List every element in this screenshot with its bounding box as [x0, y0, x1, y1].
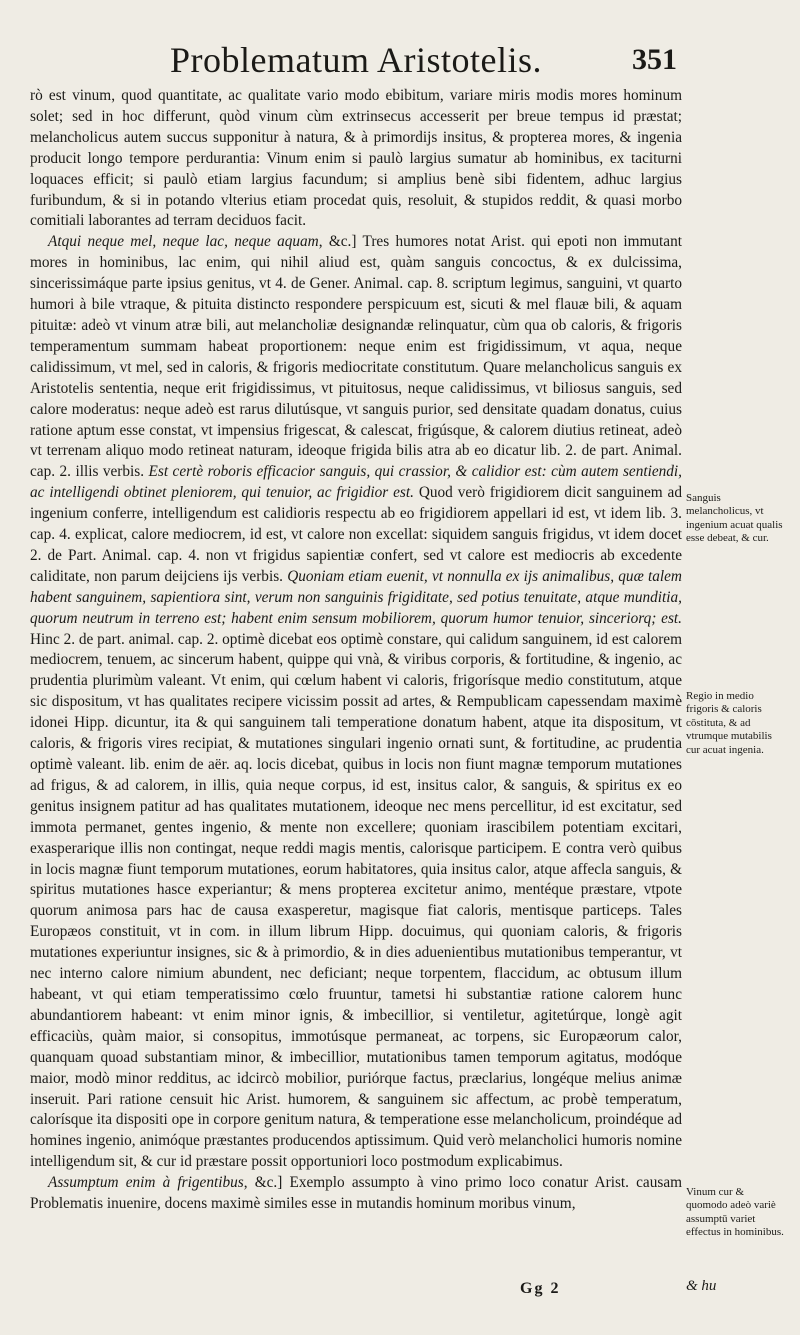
- paragraph: [30, 86, 682, 232]
- body-text: [30, 86, 682, 1215]
- text-run: , &c.] Exemplo assumpto à vino primo loco conatur Arist. causam Problematis inuenire, docens maximè similes esse in mutandis hominum moribus vinum,: [30, 1174, 683, 1213]
- catchword: & hu: [686, 1278, 717, 1294]
- italic-lemma: Est certè roboris efficacior sanguis, qui crassior, & calidior est: cùm autem sentiendi, ac intelligendi obtinet pleniorem, qui tenuior, ac frigidior est.: [30, 463, 683, 502]
- italic-lemma: Atqui neque mel, neque lac, neque aquam: [48, 233, 319, 251]
- text-run: rò est vinum, quod quantitate, ac qualitate vario modo ebibitum, variare miris modis mores hominum solet; sed in hoc differunt, quòd vinum cùm extrinsecus accesserit per breue tempus id præstat; melancholicus autem succus supponitur à natura, & à primordijs insitus, & propterea mores, & ingenia producit longo tempore perdurantia: Vinum enim si paulò largius sumatur ab hominibus, ex taciturni loquaces efficit; si paulò etiam largius facundum; si amplius benè sibi fidentem, adhuc largius furibundum, & si in potando vlterius etiam procedat quis, resoluit, & stupidos reddit, & quasi morbo comitiali laborantes ad terram deciduos facit.: [30, 87, 682, 230]
- paragraph: [30, 232, 682, 1173]
- text-run: Hinc 2. de part. animal. cap. 2. optimè dicebat eos optimè constare, qui calidum sanguinem, id est calorem mediocrem, tenuem, ac sincerum habent, quippe qui vnà, & viribus corporis, & fortitudine, & ingenio, ac prudentia plurimùm valeant. Vt enim, qui cœlum habent vi caloris, frigorísque medio constitutum, atque sic dispositum, vt has qualitates recipere vicissim possit ad artes, & Rempublicam capessendam maximè idonei Hipp. dicuntur, ita & qui sanguinem tali temperatione donatum habent, atque ita dispositum, vt caloris, & frigoris vires recipiat, & mutationes singulari ingenio ornati sunt, & fortitudine, ac prudentia optimè valeant. lib. enim de aër. aq. locis dicebat, quibus in locis non fiunt magnæ temporum mutationes ad frigus, & ad calorem, in illis, quia neque corpus, id est, insitus calor, & sanguis, & spiritus ex eo genitus insignem patitur ad has qualitates mutationem, ideoque nec mens percellitur, id est excitatur, sed immota permanet, gentes ingenio, & mente non excellere; quoniam irascibilem potentiam excitari, exasperarique illis non contingat, neque reddi magis mentis, calorisque participem. E contra verò quibus in locis magnæ fiunt temporum mutationes, eorum habitatores, quia insitus calor, atque affecla sanguis, & spiritus mutationes hasce experiantur; & mens propterea excitetur animo, mentéque præstare, vtpote quorum animosa pars hac de causa exasperetur, magisque fiat caloris, mentisque particeps. Tales Europæos constituit, vt in com. in illum librum Hipp. docuimus, qui quoniam caloris, & frigoris mutationes experiuntur insignes, sic & à primordio, & in dies aduenientibus mutationibus temperantur, vt nec interno calore nimium abundent, nec deficiant; neque torpentem, flaccidum, ac obtusum illum habeant, vt qui etiam temperatissimo cœlo fruuntur, tametsi hi substantiæ ratione calorem hunc abundantiorem habeant: vt enim minor ignis, & imbecillior, si ventiletur, agitetúrque, longè agit efficaciùs, quàm maior, si consopitus, immotúsque permaneat, ac torpens, sic Europæorum calor, quanquam quoad substantiam minor, & imbecillior, mutationibus tamen temporum agitatus, modóque maior, modò minor redditus, ac idcircò mobilior, puriórque factus, præclarius, longéque melius animæ inseruit. Pari ratione censuit hic Arist. humorem, & sanguinem sic affectum, ac probè temperatum, calorísque ita dispositi ope in corpore genitum natura, & temperatione esse melancholicum, proindéque ad homines ingenio, animóque præstantes producendos aptissimum. Quid verò melancholici humoris nomine intelligendum sit, & cur id præstare possit opportuniori loco postmodum explicabimus.: [30, 630, 682, 1171]
- text-run: , &c.] Tres humores notat Arist. qui epoti non immutant mores in hominibus, lac enim, qui nihil aliud est, quàm sanguis concoctus, & ex dulcissima, sincerissimáque parte ipsius genitus, vt 4. de Gener. Animal. cap. 8. scriptum legimus, sanguini, vt quarto humori à bile vtraque, & pituita distincto respondere perspicuum est, sicuti & mel flauæ bili, & aquam pituitæ: adeò vt vinum atræ bili, aut melancholiæ designandæ relinquatur, cùm qua ob caloris, & frigoris temperamentum summam habeat proportionem: neque enim est frigidissimum, vt aqua, neque calidissimum, vt mel, sed in caloris, & frigoris mediocritate constitutum. Quare melancholicus sanguis ex Aristotelis sententia, neque erit frigidissimus, vt pituitosus, neque calidissimus, vt biliosus sanguis, sed calore moderatus: neque adeò est rarus dilutúsque, vt sanguis purior, sed densitate quadam donatus, cuius ratione aptum esse constat, vt impensius frigescat, & calescat, frigúsque, & calorem diutius retineat, adeò vt terrenam aliquo modo retineat naturam, ideoque frigida bilis atra ab eo dicatur lib. 2. de part. Animal. cap. 2. illis verbis.: [30, 233, 682, 481]
- paragraph: [30, 1173, 682, 1215]
- margin-note-3: Vinum cur & quomodo adeò variè assumptū variet effectus in hominibus.: [686, 1186, 784, 1239]
- margin-note-1: Sanguis melancholicus, vt ingenium acuat qualis esse debeat, & cur.: [686, 492, 783, 545]
- page-number: 351: [632, 43, 677, 76]
- italic-lemma: Quoniam etiam euenit, vt nonnulla ex ijs animalibus, quæ talem habent sanguinem, sapientiora sint, verum non sanguinis frigiditate, sed potius tenuitate, atque munditia, quorum neutrum in terreno est; habent enim sensum mobiliorem, quorum humor tenuior, sinceriorq; est.: [30, 567, 682, 627]
- italic-lemma: Assumptum enim à frigentibus: [48, 1174, 244, 1192]
- margin-note-2: Regio in medio frigoris & caloris cōstituta, & ad vtrumque mutabilis cur acuat ingenia.: [686, 690, 772, 756]
- signature-mark: Gg 2: [520, 1280, 561, 1297]
- running-title: Problematum Aristotelis.: [170, 40, 542, 80]
- text-run: Quod verò frigidiorem dicit sanguinem ad ingenium conferre, intelligendum est calidioris respectu ab eo frigidiorem appellari id est, vt idem lib. 3. cap. 4. explicat, calore mediocrem, id est, vt calore non excellat: siquidem sanguis frigidus, vt idem docet 2. de Part. Animal. cap. 4. non vt frigidus sapientiæ confert, sed vt calore est mediocris ab excedente caliditate, non parum deijciens ijs verbis.: [30, 484, 682, 585]
